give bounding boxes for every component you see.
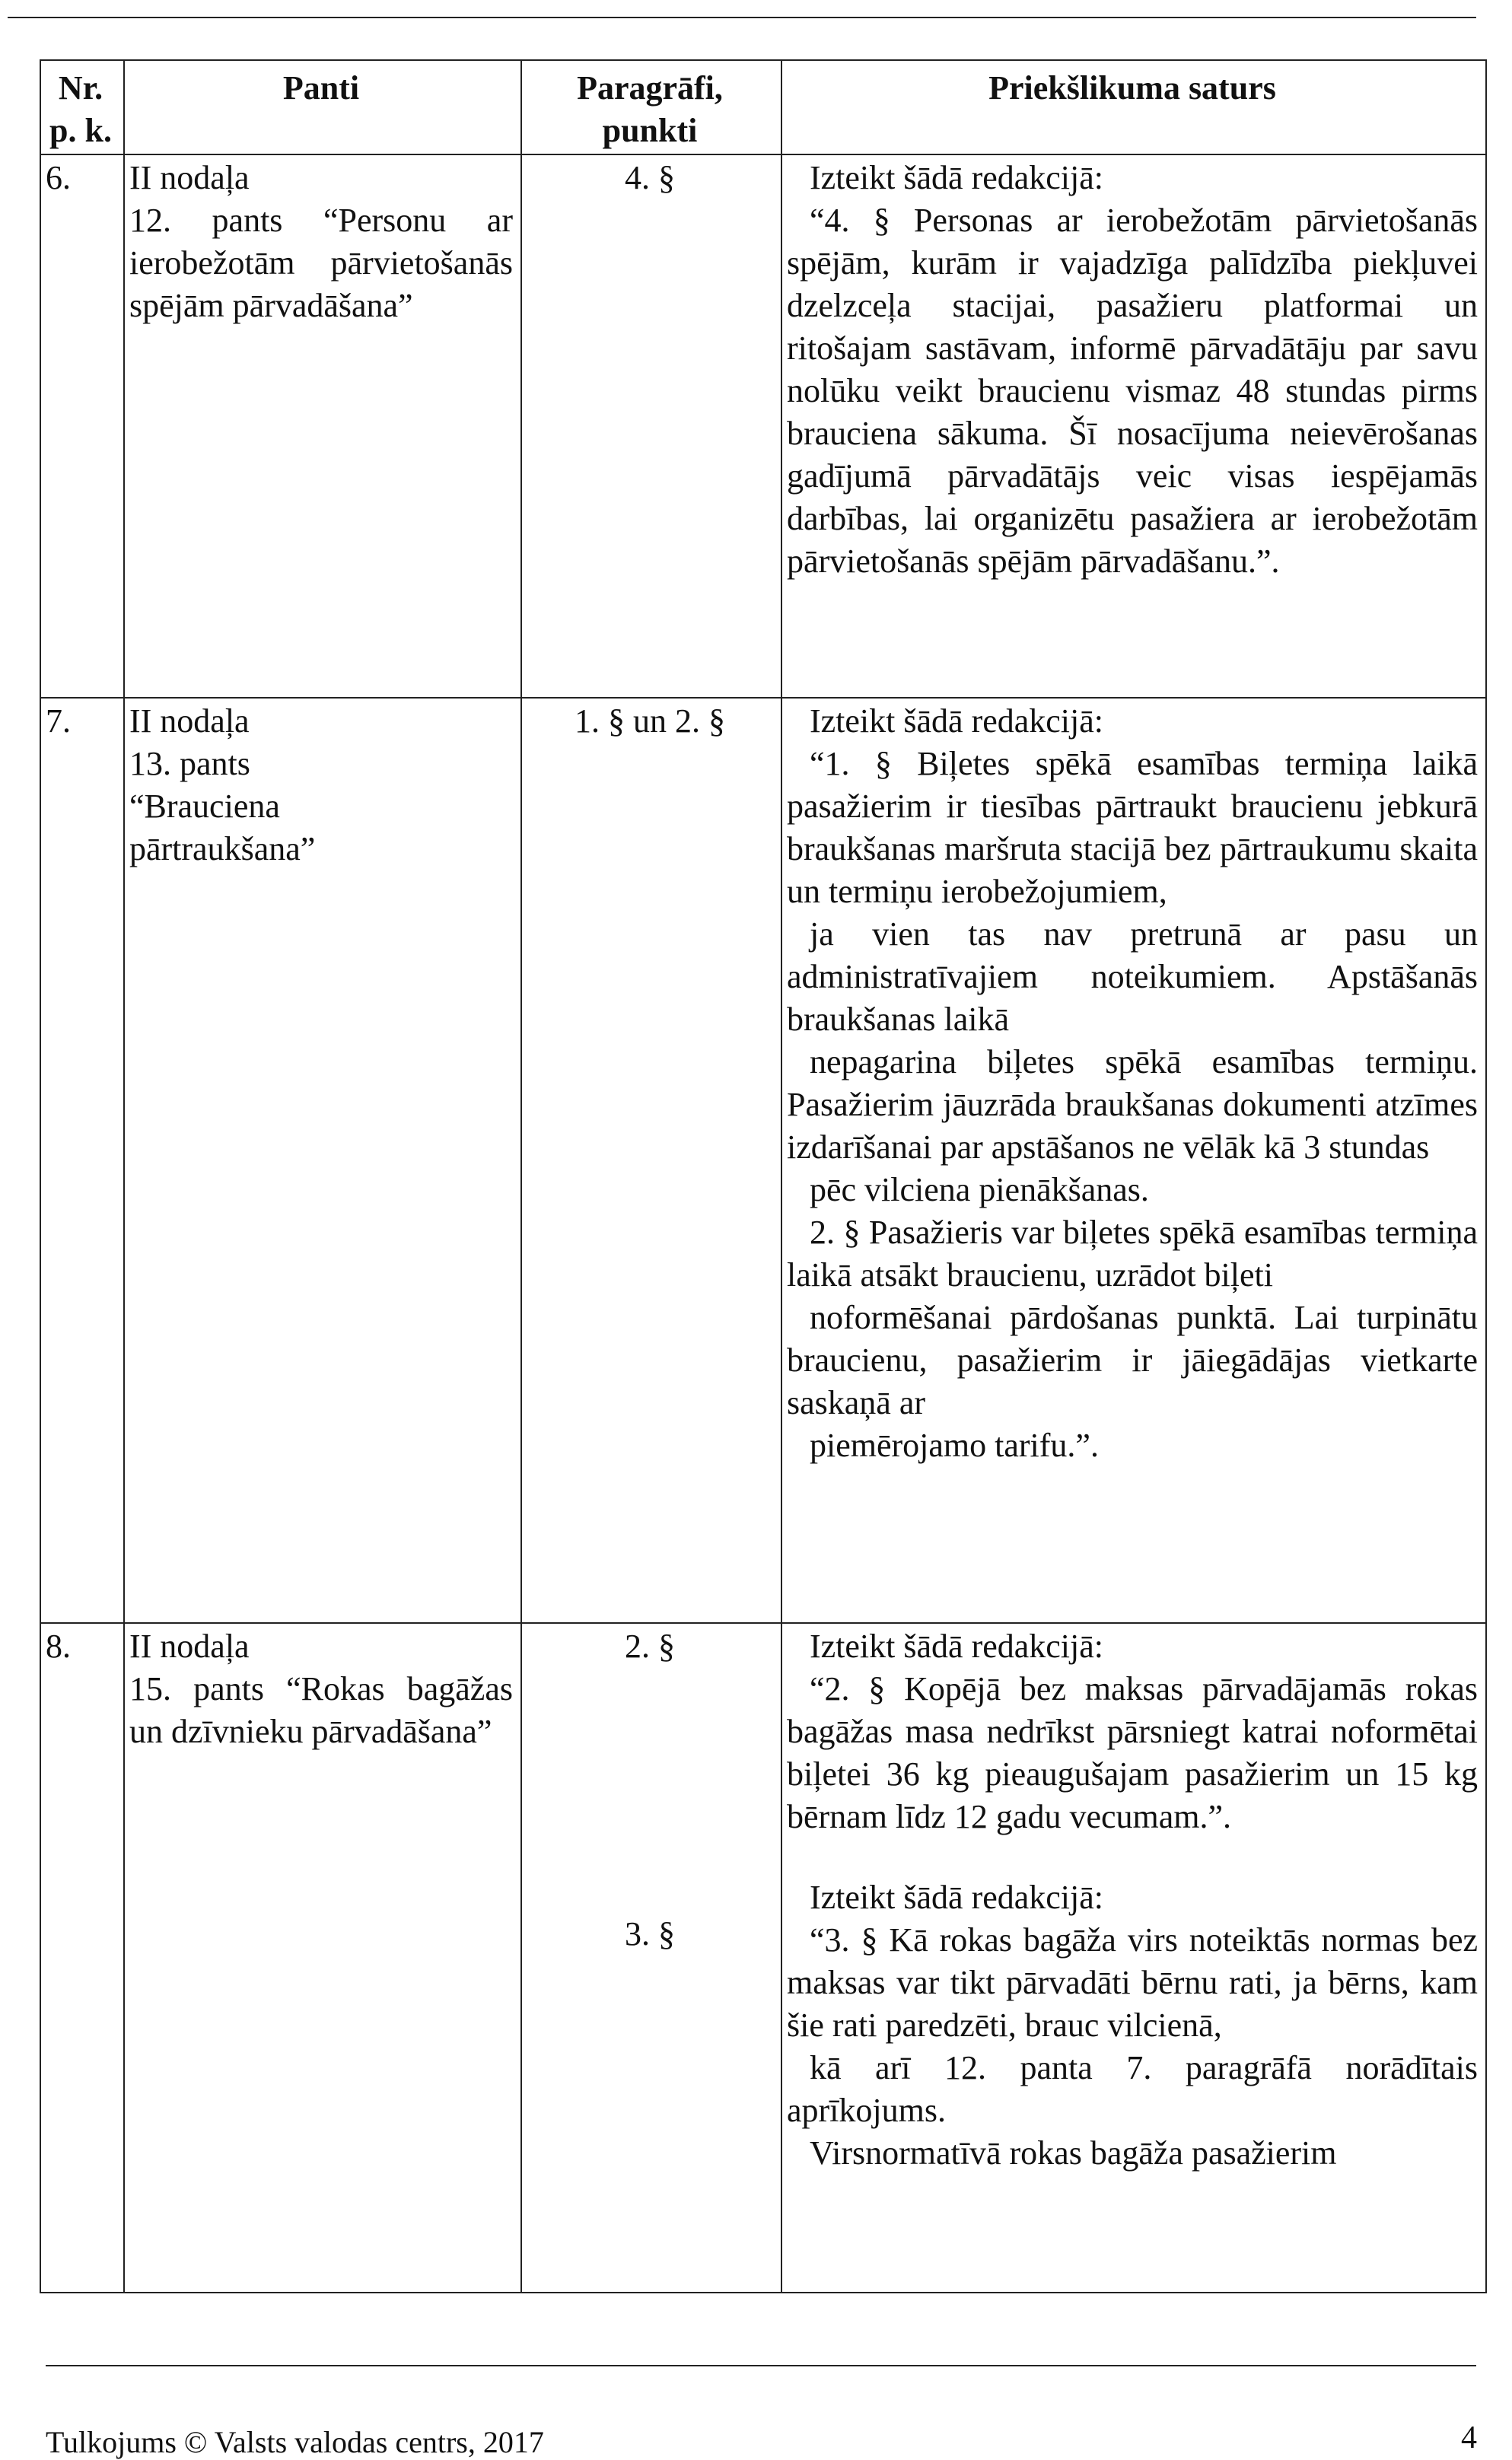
panti-article: 12. pants “Personu ar ierobežotām pārvietošanās spējām pārvadāšana” xyxy=(129,202,513,324)
proposal-text: 2. § Pasažieris var biļetes spēkā esamības termiņa laikā atsākt braucienu, uzrādot biļeti xyxy=(787,1214,1478,1294)
row-saturs xyxy=(781,698,1486,1623)
row-paragrafi xyxy=(521,154,781,698)
row-paragrafi xyxy=(521,698,781,1623)
table-header-row xyxy=(40,60,1486,154)
page-number: 4 xyxy=(1461,2420,1477,2455)
row-panti xyxy=(124,154,521,698)
panti-article: 13. pants “Brauciena pārtraukšana” xyxy=(129,745,316,867)
proposal-text: “2. § Kopējā bez maksas pārvadājamās rokas bagāžas masa nedrīkst pārsniegt katrai noformētai biļetei 36 kg pieaugušajam pasažierim un 15 kg bērnam līdz 12 gadu vecumam.”. xyxy=(787,1670,1478,1835)
table-row xyxy=(40,154,1486,698)
footer-rule xyxy=(46,2365,1476,2366)
footer-copyright: Tulkojums © Valsts valodas centrs, 2017 xyxy=(46,2425,544,2459)
proposal-text: ja vien tas nav pretrunā ar pasu un administratīvajiem noteikumiem. Apstāšanās braukšanas laikā xyxy=(787,915,1478,1038)
proposal-text: piemērojamo tarifu.”. xyxy=(810,1427,1099,1464)
paragraph-ref: 4. § xyxy=(625,159,675,196)
table-row xyxy=(40,1623,1486,2293)
row-panti xyxy=(124,1623,521,2293)
row-paragrafi xyxy=(521,1623,781,2293)
proposal-text: nepagarina biļetes spēkā esamības termiņu. Pasažierim jāuzrāda braukšanas dokumenti atzīmes izdarīšanai par apstāšanos ne vēlāk kā 3 stundas xyxy=(787,1043,1478,1166)
proposal-intro: Izteikt šādā redakcijā: xyxy=(810,1879,1104,1916)
top-rule xyxy=(8,17,1476,18)
proposal-text: “1. § Biļetes spēkā esamības termiņa laikā pasažierim ir tiesības pārtraukt braucienu jebkurā braukšanas maršruta stacijā bez pārtraukumu skaita un termiņu ierobežojumiem, xyxy=(787,745,1478,910)
proposal-intro: Izteikt šādā redakcijā: xyxy=(810,1628,1104,1665)
proposal-intro: Izteikt šādā redakcijā: xyxy=(810,702,1104,740)
panti-article: 15. pants “Rokas bagāžas un dzīvnieku pārvadāšana” xyxy=(129,1670,513,1750)
proposal-text: pēc vilciena pienākšanas. xyxy=(810,1171,1149,1208)
paragraph-ref: 3. § xyxy=(625,1915,675,1952)
row-nr: 8. xyxy=(40,1623,124,2293)
header-panti: Panti xyxy=(124,60,521,154)
panti-chapter: II nodaļa xyxy=(129,159,250,196)
proposal-text: Virsnormatīvā rokas bagāža pasažierim xyxy=(810,2134,1337,2172)
row-saturs xyxy=(781,154,1486,698)
proposal-text: “3. § Kā rokas bagāža virs noteiktās normas bez maksas var tikt pārvadāti bērnu rati, ja bērns, kam šie rati paredzēti, brauc vilcienā, xyxy=(787,1921,1478,2044)
proposal-text: noformēšanai pārdošanas punktā. Lai turpinātu braucienu, pasažierim ir jāiegādājas vietkarte saskaņā ar xyxy=(787,1299,1478,1421)
proposal-intro: Izteikt šādā redakcijā: xyxy=(810,159,1104,196)
row-nr: 6. xyxy=(40,154,124,698)
proposal-text: “4. § Personas ar ierobežotām pārvietošanās spējām, kurām ir vajadzīga palīdzība piekļuvei dzelzceļa stacijai, pasažieru platformai un ritošajam sastāvam, informē pārvadātāju par savu nolūku veikt braucienu vismaz 48 stundas pirms brauciena sākuma. Šī nosacījuma neievērošanas gadījumā pārvadātājs veic visas iespējamās darbības, lai organizētu pasažiera ar ierobežotām pārvietošanās spējām pārvadāšanu.”. xyxy=(787,202,1478,580)
paragraph-ref: 2. § xyxy=(625,1628,675,1665)
panti-chapter: II nodaļa xyxy=(129,1628,250,1665)
row-panti xyxy=(124,698,521,1623)
proposal-text: kā arī 12. panta 7. paragrāfā norādītais aprīkojums. xyxy=(787,2049,1478,2129)
row-nr: 7. xyxy=(40,698,124,1623)
header-saturs: Priekšlikuma saturs xyxy=(781,60,1486,154)
row-saturs xyxy=(781,1623,1486,2293)
header-nr: Nr. p. k. xyxy=(40,60,124,154)
header-paragrafi: Paragrāfi, punkti xyxy=(521,60,781,154)
table-row xyxy=(40,698,1486,1623)
proposal-table xyxy=(40,59,1487,2293)
paragraph-ref: 1. § un 2. § xyxy=(575,702,725,740)
panti-chapter: II nodaļa xyxy=(129,702,250,740)
